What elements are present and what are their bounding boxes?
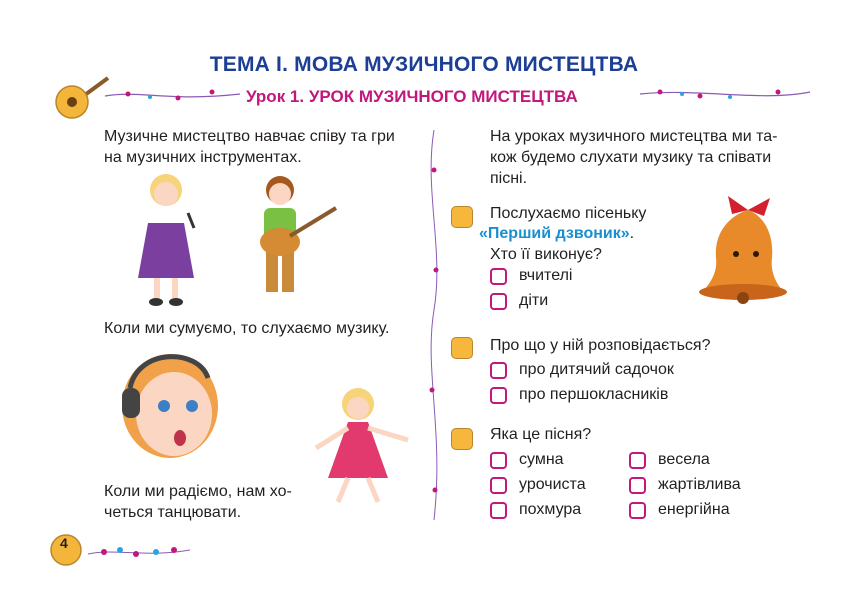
option-label: про першокласників [519, 386, 669, 403]
dancing-girl-illustration [308, 378, 418, 508]
option-label: похмура [519, 501, 582, 518]
left-paragraph-1 [104, 126, 424, 168]
q1-options [490, 265, 572, 312]
lesson-title: Урок 1. УРОК МУЗИЧНОГО МИСТЕЦТВА [246, 87, 578, 106]
headphones-girl-illustration [108, 348, 238, 468]
checkbox[interactable] [490, 387, 507, 404]
intro-line3: пісні. [490, 170, 528, 187]
balalaika-icon [50, 72, 112, 122]
guitar-boy-illustration [250, 170, 340, 305]
song-period: . [629, 225, 635, 242]
left-p1-line2: на музичних інструментах. [104, 149, 302, 166]
checkbox[interactable] [490, 268, 507, 285]
left-p3-line2: четься танцювати. [104, 504, 242, 521]
option-label: весела [658, 451, 710, 468]
q3-options-col1 [490, 449, 586, 521]
option-label: вчителі [519, 267, 573, 284]
q3-option[interactable] [629, 474, 741, 496]
option-label: сумна [519, 451, 564, 468]
q3-option[interactable] [490, 499, 586, 521]
left-paragraph-3 [104, 481, 292, 523]
song-title: «Перший дзвоник» [479, 225, 630, 242]
q3-option[interactable] [490, 449, 586, 471]
left-paragraph-2: Коли ми сумуємо, то слухаємо музику. [104, 320, 390, 337]
checkbox[interactable] [490, 452, 507, 469]
left-p1-line1: Музичне мистецтво навчає співу та гри [104, 128, 395, 145]
q2-option[interactable] [490, 359, 674, 381]
child-face-icon [451, 428, 473, 450]
q1-option[interactable] [490, 265, 572, 287]
option-label: урочиста [519, 476, 586, 493]
q2-options [490, 359, 674, 406]
listen-line: Послухаємо пісеньку [490, 205, 647, 222]
checkbox[interactable] [490, 477, 507, 494]
q3-options-col2 [629, 449, 741, 521]
checkbox[interactable] [490, 362, 507, 379]
question-2: Про що у ній розповідається? [490, 337, 711, 354]
q1-option[interactable] [490, 290, 572, 312]
bell-icon [688, 194, 806, 306]
intro-line1: На уроках музичного мистецтва ми та- [490, 128, 778, 145]
checkbox[interactable] [629, 452, 646, 469]
question-1: Хто її виконує? [490, 246, 602, 263]
intro-line2: кож будемо слухати музику та співати [490, 149, 772, 166]
checkbox[interactable] [490, 293, 507, 310]
right-intro [490, 126, 810, 189]
option-label: діти [519, 292, 549, 309]
song-line [479, 223, 634, 244]
singing-girl-illustration [128, 168, 208, 308]
option-label: енергійна [658, 501, 730, 518]
divider-decor [424, 130, 444, 520]
q3-option[interactable] [629, 449, 741, 471]
q2-option[interactable] [490, 384, 674, 406]
left-p3-line1: Коли ми радіємо, нам хо- [104, 483, 292, 500]
checkbox[interactable] [490, 502, 507, 519]
checkbox[interactable] [629, 477, 646, 494]
theme-title: ТЕМА І. МОВА МУЗИЧНОГО МИСТЕЦТВА [209, 53, 639, 76]
option-label: про дитячий садочок [519, 361, 674, 378]
option-label: жартівлива [658, 476, 741, 493]
q3-option[interactable] [629, 499, 741, 521]
question-3: Яка це пісня? [490, 426, 592, 443]
page-number: 4 [60, 535, 68, 551]
q3-option[interactable] [490, 474, 586, 496]
checkbox[interactable] [629, 502, 646, 519]
child-face-icon [451, 337, 473, 359]
headphones-icon [451, 206, 473, 228]
